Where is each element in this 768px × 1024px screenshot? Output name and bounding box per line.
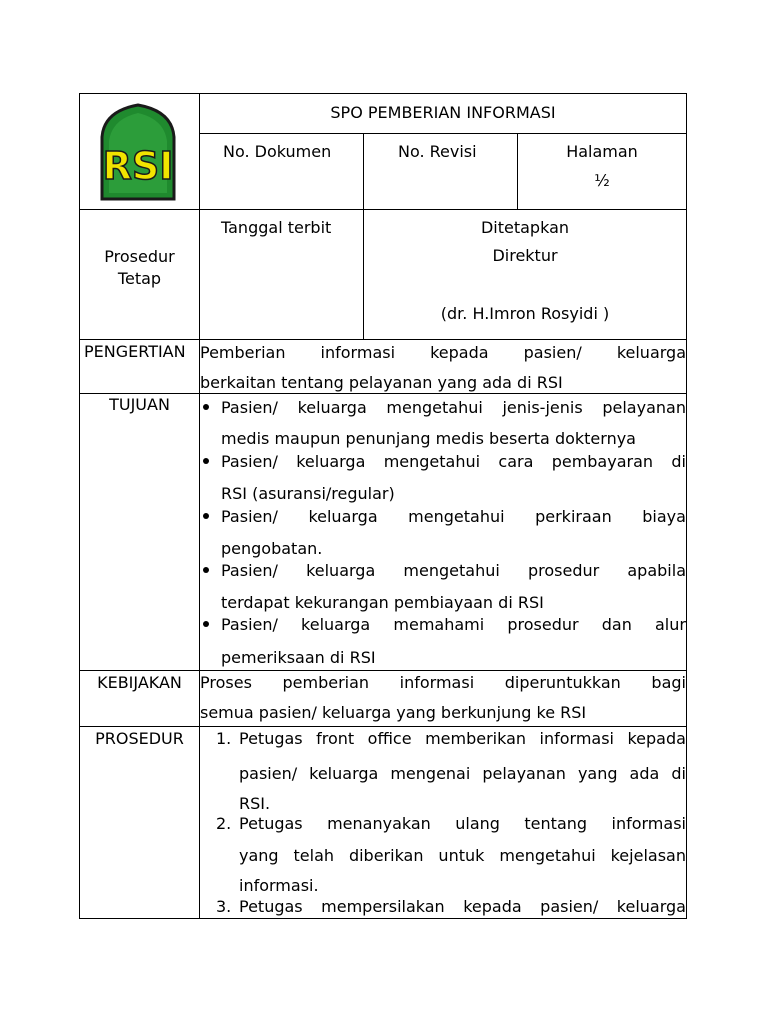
prosedur-item-2-line-1: Petugas menanyakan ulang tentang informasi: [239, 814, 686, 833]
tujuan-item-3-line-2: pengobatan.: [221, 539, 323, 558]
prosedur-item-1-line-2: pasien/ keluarga mengenai pelayanan yang ada di: [239, 764, 686, 783]
prosedur-item-2-line-3: informasi.: [239, 876, 319, 895]
tujuan-item-1-line-2: medis maupun penunjang medis beserta dokternya: [221, 429, 636, 448]
tujuan-item-2-line-2: RSI (asuransi/regular): [221, 484, 395, 503]
row-divider: [79, 670, 687, 671]
kebijakan-text-line-1: Proses pemberian informasi diperuntukkan bagi: [200, 673, 686, 692]
prosedur-item-2-number: 2.: [216, 814, 232, 833]
tujuan-item-4-line-2: terdapat kekurangan pembiayaan di RSI: [221, 593, 544, 612]
spo-document: [79, 93, 687, 919]
revision-number-label: No. Revisi: [398, 142, 477, 161]
bullet-icon: [203, 567, 209, 573]
kebijakan-text-line-2: semua pasien/ keluarga yang berkunjung ke RSI: [200, 703, 587, 722]
bullet-icon: [203, 513, 209, 519]
section-label-tujuan: TUJUAN: [109, 395, 170, 414]
logo-text: RSI: [102, 144, 174, 188]
bullet-icon: [203, 404, 209, 410]
tujuan-item-1-line-1: Pasien/ keluarga mengetahui jenis-jenis pelayanan: [221, 398, 686, 417]
prosedur-item-1-number: 1.: [216, 729, 232, 748]
category-line-1: Prosedur: [104, 247, 175, 266]
prosedur-item-1-line-1: Petugas front office memberikan informasi kepada: [239, 729, 686, 748]
bullet-icon: [203, 458, 209, 464]
tujuan-item-5-line-2: pemeriksaan di RSI: [221, 648, 376, 667]
bullet-icon: [203, 621, 209, 627]
tujuan-item-2-line-1: Pasien/ keluarga mengetahui cara pembayaran di: [221, 452, 686, 471]
pengertian-text-line-1: Pemberian informasi kepada pasien/ keluarga: [200, 343, 686, 362]
rsi-logo: [96, 103, 180, 201]
document-number-label: No. Dokumen: [223, 142, 332, 161]
table-border-right: [686, 93, 687, 919]
section-label-pengertian: PENGERTIAN: [84, 342, 186, 361]
director-name: (dr. H.Imron Rosyidi ): [440, 304, 610, 323]
document-title: SPO PEMBERIAN INFORMASI: [330, 103, 556, 122]
pengertian-text-line-2: berkaitan tentang pelayanan yang ada di RSI: [200, 373, 563, 392]
page-value: ½: [594, 171, 610, 190]
issue-date-label: Tanggal terbit: [221, 218, 332, 237]
tujuan-item-4-line-1: Pasien/ keluarga mengetahui prosedur apabila: [221, 561, 686, 580]
table-border-left: [79, 93, 80, 919]
director-label: Direktur: [492, 246, 558, 265]
tujuan-item-3-line-1: Pasien/ keluarga mengetahui perkiraan biaya: [221, 507, 686, 526]
prosedur-item-2-line-2: yang telah diberikan untuk mengetahui kejelasan: [239, 846, 686, 865]
set-by-label: Ditetapkan: [480, 218, 570, 237]
prosedur-item-1-line-3: RSI.: [239, 794, 271, 813]
page-label: Halaman: [566, 142, 638, 161]
row-divider: [79, 209, 687, 210]
section-label-kebijakan: KEBIJAKAN: [97, 673, 182, 692]
section-label-prosedur: PROSEDUR: [95, 729, 184, 748]
tujuan-item-5-line-1: Pasien/ keluarga memahami prosedur dan alur: [221, 615, 686, 634]
category-line-2: Tetap: [117, 269, 162, 288]
row-divider: [79, 339, 687, 340]
row-divider: [199, 133, 687, 134]
table-border-top: [79, 93, 687, 94]
row-divider: [79, 393, 687, 394]
column-divider: [199, 93, 200, 919]
prosedur-item-3-number: 3.: [216, 897, 232, 916]
table-border-bottom: [79, 918, 687, 919]
row-divider: [79, 726, 687, 727]
prosedur-item-3-line-1: Petugas mempersilakan kepada pasien/ keluarga: [239, 897, 686, 916]
